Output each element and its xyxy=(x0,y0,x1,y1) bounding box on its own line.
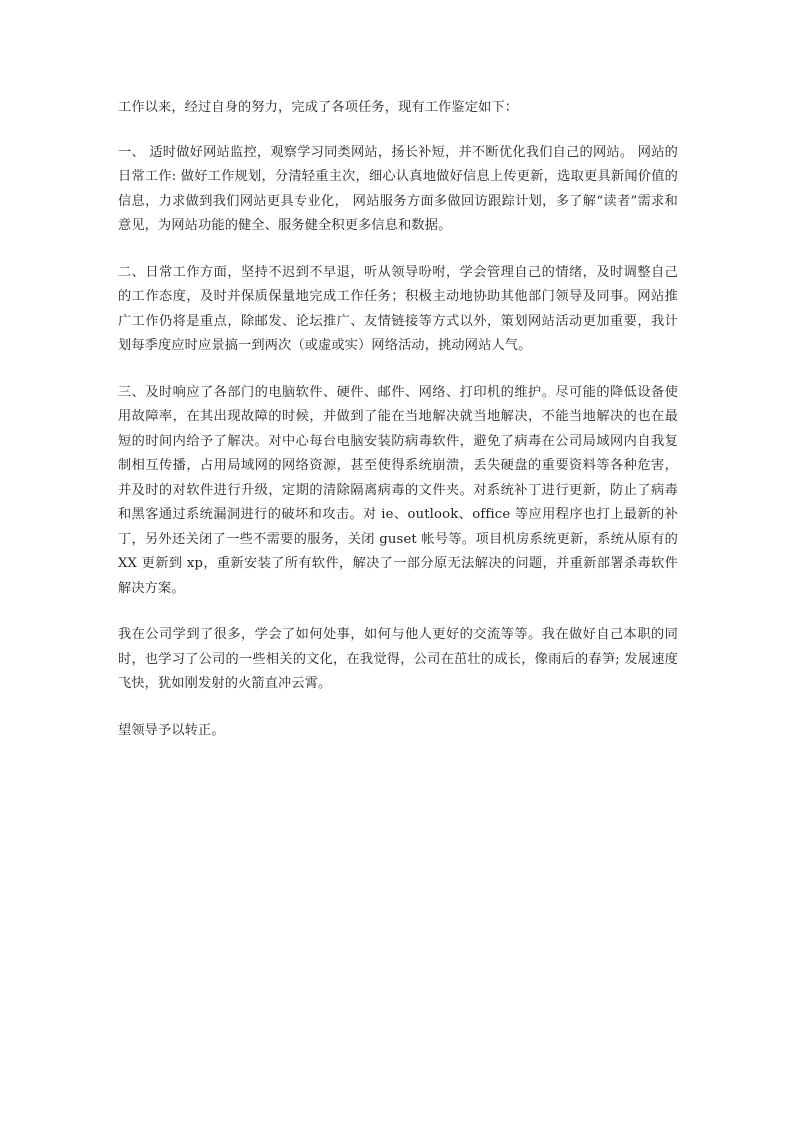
paragraph-daily-work: 二、日常工作方面，坚持不迟到不早退，听从领导吩咐，学会管理自己的情绪，及时调整自己的工作态度，及时并保质保量地完成工作任务；积极主动地协助其他部门领导及同事。网站推广工作仍将是重点，除邮发、论坛推广、友情链接等方式以外，策划网站活动更加重要，我计划每季度应时应景搞一到两次（或虚或实）网络活动，挑动网站人气。 xyxy=(118,264,678,353)
intro-paragraph: 工作以来，经过自身的努力，完成了各项任务，现有工作鉴定如下： xyxy=(118,100,519,115)
paragraph-closing: 望领导予以转正。 xyxy=(118,722,225,738)
paragraph-website-monitoring: 一、 适时做好网站监控，观察学习同类网站，扬长补短，并不断优化我们自己的网站。 网站的日常工作: 做好工作规划，分清轻重主次，细心认真地做好信息上传更新，选取更具新闻价值的信息，力求做到我们网站更具专业化， 网站服务方面多做回访跟踪计划，多了解“读者”需求和意见，为网站功能的健全、服务健全积更多信息和数据。 xyxy=(118,144,678,233)
paragraph-learning: 我在公司学到了很多，学会了如何处事，如何与他人更好的交流等等。我在做好自己本职的同时，也学习了公司的一些相关的文化，在我觉得，公司在茁壮的成长，像雨后的春笋; 发展速度飞快，犹如刚发射的火箭直冲云霄。 xyxy=(118,627,678,691)
document-page xyxy=(118,96,678,765)
paragraph-it-maintenance: 三、及时响应了各部门的电脑软件、硬件、邮件、网络、打印机的维护。尽可能的降低设备使用故障率，在其出现故障的时候，并做到了能在当地解决就当地解决，不能当地解决的也在最短的时间内给予了解决。对中心每台电脑安装防病毒软件，避免了病毒在公司局域网内自我复制相互传播，占用局域网的网络资源，甚至使得系统崩溃，丢失硬盘的重要资料等各种危害，并及时的对软件进行升级，定期的清除隔离病毒的文件夹。对系统补丁进行更新，防止了病毒和黑客通过系统漏洞进行的破坏和攻击。对 ie、outlook、office 等应用程序也打上最新的补丁，另外还关闭了一些不需要的服务，关闭 guset 帐号等。项目机房系统更新，系统从原有的 XX 更新到 xp，重新安装了所有软件，解决了一部分原无法解决的问题，并重新部署杀毒软件解决方案。 xyxy=(118,384,678,596)
